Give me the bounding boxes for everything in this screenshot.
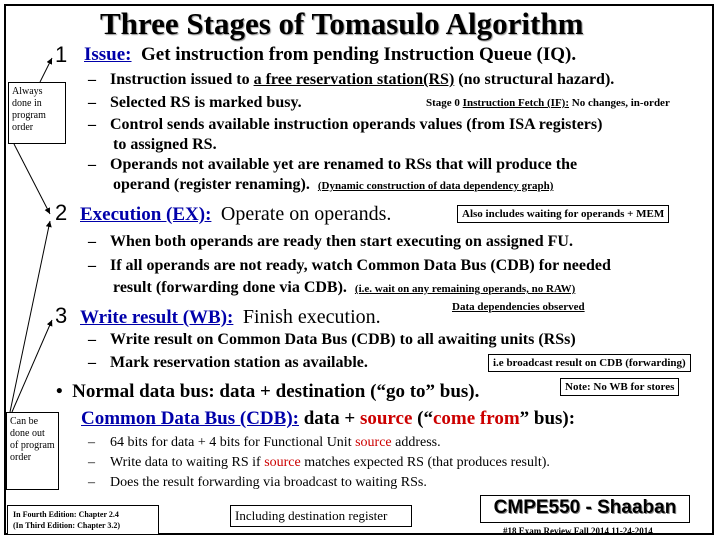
arrow-ooo-to-stage2 [10,221,50,412]
edition-note: In Fourth Edition: Chapter 2.4 (In Third Edition: Chapter 3.2) [7,505,159,535]
cdb-bullet-2: – Write data to waiting RS if source matches expected RS (that produces result). [88,455,550,470]
stage1-bullet-4: – Operands not available yet are renamed to RSs that will produce the [88,156,578,173]
slide-title: Three Stages of Tomasulo Algorithm [100,6,584,41]
stage2-bullet-2: – If all operands are not ready, watch Common Data Bus (CDB) for needed [88,257,611,274]
stage3-number: 3 [55,303,68,328]
stage0-note: Stage 0 Instruction Fetch (IF): No changes, in-order [426,97,670,109]
arrow-always-to-stage2 [14,144,50,214]
cdb-bullet-3: – Does the result forwarding via broadcast to waiting RSs. [88,475,427,490]
arrow-ooo-to-stage3 [12,320,52,412]
stage2-number: 2 [55,200,68,225]
always-in-order-note: Always done in program order [8,82,66,144]
stage2-bullet-2-cont: result (forwarding done via CDB). (i.e. wait on any remaining operands, no RAW) [113,279,576,296]
stage2-label: Execution (EX): [80,204,212,225]
no-wb-note: Note: No WB for stores [560,378,679,396]
out-of-order-note: Can be done out of program order [6,412,59,490]
stage3-bullet-2: – Mark reservation station as available. [88,354,368,371]
course-badge: CMPE550 - Shaaban [480,495,690,523]
stage2-tag: Also includes waiting for operands + MEM [457,205,669,223]
stage1-bullet-3-cont: to assigned RS. [113,136,217,153]
stage1-number: 1 [55,42,68,67]
stage1-bullet-3: – Control sends available instruction operands values (from ISA registers) [88,116,603,133]
destination-register-note: Including destination register [230,505,412,527]
footer-text: #18 Exam Review Fall 2014 11-24-2014 [503,526,653,536]
cdb-line: Common Data Bus (CDB): data + source (“come from” bus): [81,408,576,429]
stage3-label: Write result (WB): [80,307,234,328]
stage1-bullet-2: – Selected RS is marked busy. [88,94,302,111]
stage1-text: Get instruction from pending Instruction Queue (IQ). [141,44,577,65]
stage2-bullet-1: – When both operands are ready then start executing on assigned FU. [88,233,573,250]
stage1-label: Issue: [84,44,132,65]
stage1-bullet-4-cont: operand (register renaming). (Dynamic construction of data dependency graph) [113,176,554,193]
stage3-tag: Data dependencies observed [452,301,585,313]
stage1-bullet-1: – Instruction issued to a free reservation station(RS) (no structural hazard). [88,71,615,88]
normal-bus-line: • Normal data bus: data + destination (“go to” bus). [56,381,480,402]
cdb-bullet-1: – 64 bits for data + 4 bits for Functional Unit source address. [88,435,441,450]
stage3-bullet-1: – Write result on Common Data Bus (CDB) to all awaiting units (RSs) [88,331,576,348]
forward-note: i.e broadcast result on CDB (forwarding) [488,354,691,372]
stage2-text: Operate on operands. [220,203,392,225]
arrow-to-stage1 [40,58,52,82]
stage3-text: Finish execution. [242,306,381,328]
